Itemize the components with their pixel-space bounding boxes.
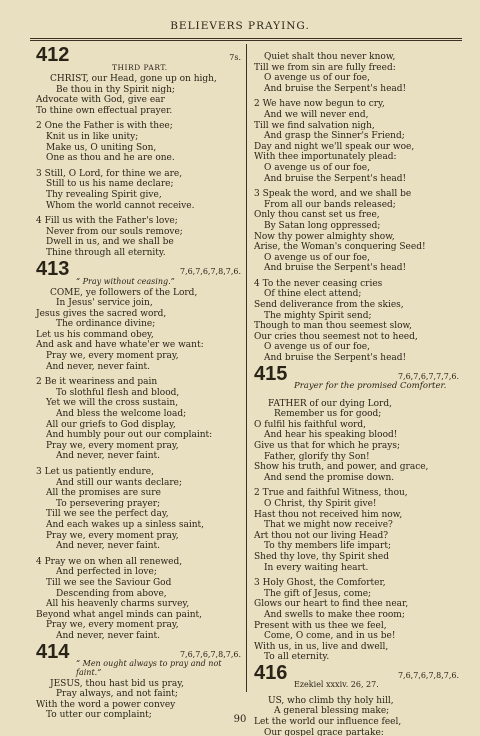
verse-line: All the promises are sure — [46, 488, 161, 499]
verse-line: Be thou in thy Spirit nigh; — [56, 84, 175, 95]
verse-line: And never, never faint. — [56, 541, 161, 552]
verse-line: Thy revealing Spirit give, — [46, 189, 162, 200]
verse — [254, 399, 459, 484]
verse-line: O avenge us of our foe, — [264, 342, 370, 353]
verse-line: And bruise the Serpent's head! — [264, 263, 407, 274]
verse-line: Now thy power almighty show, — [254, 231, 395, 242]
page-number: 90 — [233, 714, 247, 725]
verse-line: The mighty Spirit send; — [264, 310, 372, 321]
verse-line: Pray we, every moment pray, — [46, 530, 179, 541]
verse-line: Arise, the Woman's conquering Seed! — [254, 242, 426, 253]
verse — [254, 99, 459, 184]
verse-line: Shed thy love, thy Spirit shed — [254, 551, 390, 562]
header-rule-2 — [30, 40, 462, 41]
verse-line: Remember us for good; — [274, 409, 382, 420]
verse-line: The gift of Jesus, come; — [264, 588, 372, 599]
verse-line: And never, never faint. — [46, 361, 151, 372]
verse-line: Never from our souls remove; — [46, 226, 183, 237]
verse-line: Come, O come, and in us be! — [264, 631, 396, 642]
verse-line: Give us that for which he prays; — [254, 441, 401, 451]
verse-line: And humbly pour out our complaint: — [46, 430, 213, 441]
verse — [36, 377, 241, 462]
verse-line: All our griefs to God display, — [46, 419, 176, 430]
verse-line: Only thou canst set us free, — [254, 210, 380, 221]
hymn-meter: 7,6,7,6,7,8,7,6. — [397, 670, 459, 680]
verse-line: 3 Still, O Lord, for thine we are, — [36, 168, 183, 179]
hymn-number: 415 — [254, 362, 288, 385]
verse-line: Hast thou not received him now, — [254, 509, 403, 520]
verse-line: Beyond what angel minds can paint, — [36, 609, 202, 620]
verse-line: Our cries thou seemest not to heed, — [254, 331, 418, 342]
verse-line: COME, ye followers of the Lord, — [50, 287, 198, 298]
verse — [36, 169, 241, 211]
verse-line: 2 One the Father is with thee; — [36, 121, 173, 132]
verse-line: And each wakes up a sinless saint, — [46, 519, 205, 530]
verse — [36, 216, 241, 258]
verse — [36, 467, 241, 552]
verse-line: Present with us thee we feel, — [254, 620, 387, 631]
verse-line: Knit us in like unity; — [46, 131, 139, 142]
verse-line: All his heavenly charms survey, — [46, 599, 190, 610]
verse-line: One as thou and he are one. — [46, 153, 175, 164]
verse-line: O Christ, thy Spirit give! — [264, 498, 377, 509]
verse-line: Till we see the Saviour God — [46, 577, 172, 588]
hymn-number: 413 — [36, 257, 70, 280]
verse — [254, 488, 459, 573]
verse-line: O avenge us of our foe, — [264, 252, 370, 263]
verse-line: From all our bands released; — [264, 199, 396, 210]
verse-line: A general blessing make; — [274, 706, 390, 717]
verse-line: To slothful flesh and blood, — [56, 387, 180, 398]
verse-line: To thine own effectual prayer. — [36, 105, 173, 116]
verse-line: US, who climb thy holy hill, — [268, 695, 394, 706]
verse-line: And ask and have whate'er we want: — [36, 340, 204, 351]
verse-line: CHRIST, our Head, gone up on high, — [50, 74, 217, 84]
left-column — [36, 44, 241, 726]
header-rule — [30, 38, 462, 39]
verse-line: With us, in us, live and dwell, — [254, 641, 389, 652]
hymn-meter: 7s. — [229, 53, 241, 62]
verse-line: Jesus gives the sacred word, — [36, 308, 167, 319]
verse-line: Descending from above, — [56, 588, 167, 599]
column-divider — [246, 44, 247, 692]
verse-line: 4 Pray we on when all renewed, — [36, 556, 183, 567]
verse-line: Pray we, every moment pray, — [46, 620, 179, 631]
verse-line: Glows our heart to find thee near, — [254, 599, 409, 610]
hymn-415-header — [254, 362, 459, 395]
verse-line: Till we find salvation nigh, — [254, 120, 375, 131]
verse-line: Yet we will the cross sustain, — [46, 398, 179, 409]
hymn-part: THIRD PART. — [112, 63, 168, 72]
verse — [36, 121, 241, 163]
verse-line: Still to us his name declare; — [46, 179, 174, 190]
verse-line: And bruise the Serpent's head! — [264, 173, 407, 184]
verse-line: Show his truth, and power, and grace, — [254, 462, 429, 473]
verse-line: Send deliverance from the skies, — [254, 300, 404, 311]
verse — [36, 557, 241, 642]
verse-line: To persevering prayer; — [56, 498, 161, 509]
page-header: BELIEVERS PRAYING. — [170, 20, 310, 32]
verse-line: Dwell in us, and we shall be — [46, 237, 174, 248]
hymn-416-header — [254, 661, 459, 692]
verse-line: And we will never end, — [264, 109, 369, 120]
verse-line: 3 Holy Ghost, the Comforter, — [254, 578, 386, 589]
verse-line: Till we see the perfect day, — [46, 509, 169, 520]
verse-line: In every waiting heart. — [264, 562, 369, 573]
verse-line: O fulfil his faithful word, — [254, 419, 367, 430]
verse-line: Till we from sin are fully freed: — [254, 62, 396, 73]
verse-line: And bless the welcome load; — [56, 409, 187, 420]
verse-line: And hear his speaking blood! — [264, 430, 398, 441]
verse — [36, 74, 241, 116]
hymn-subtitle: Ezekiel xxxiv. 26, 27. — [294, 679, 379, 689]
verse-line: 4 Fill us with the Father's love; — [36, 216, 178, 227]
verse-line: Of thine elect attend; — [264, 289, 362, 300]
verse-line: Pray always, and not faint; — [56, 689, 178, 700]
verse-line: And swells to make thee room; — [264, 609, 405, 620]
verse-line: FATHER of our dying Lord, — [268, 398, 392, 409]
hymn-number: 414 — [36, 640, 70, 663]
verse-line: Father, glorify thy Son! — [264, 451, 370, 462]
verse-line: With the word a power convey — [36, 699, 176, 710]
verse — [254, 578, 459, 663]
verse — [254, 52, 459, 94]
verse-line: And grasp the Sinner's Friend; — [264, 131, 405, 142]
verse-line: To utter our complaint; — [46, 710, 152, 721]
hymn-412-header — [36, 44, 241, 74]
verse-line: Day and night we'll speak our woe, — [254, 141, 415, 152]
verse-line: Let us his command obey, — [36, 329, 154, 340]
verse-line: Whom the world cannot receive. — [46, 200, 195, 211]
verse-line: And never, never faint. — [56, 451, 161, 462]
verse-line: 2 True and faithful Witness, thou, — [254, 488, 408, 499]
hymn-meter: 7,6,7,6,7,8,7,6. — [179, 266, 241, 276]
verse-line: Let the world our influence feel, — [254, 717, 402, 728]
hymn-413-header — [36, 257, 241, 288]
verse — [254, 279, 459, 364]
verse-line: Quiet shalt thou never know, — [264, 52, 396, 62]
verse-line: To thy members life impart; — [264, 541, 391, 552]
verse-line: And send the promise down. — [264, 472, 395, 483]
verse-line: O avenge us of our foe, — [264, 73, 370, 84]
hymn-subtitle: Prayer for the promised Comforter. — [294, 380, 447, 391]
verse-line: 4 To the never ceasing cries — [254, 278, 383, 289]
hymn-meter: 7,6,7,6,7,8,7,6. — [179, 649, 241, 659]
verse-line: O avenge us of our foe, — [264, 162, 370, 173]
verse-line: 3 Let us patiently endure, — [36, 467, 154, 477]
verse-line: And still our wants declare; — [56, 477, 183, 488]
verse-line: Pray we, every moment pray, — [46, 351, 179, 362]
verse-line: And bruise the Serpent's head! — [264, 353, 407, 364]
hymn-number: 416 — [254, 661, 288, 684]
verse — [254, 189, 459, 274]
verse-line: Make us, O uniting Son, — [46, 142, 157, 153]
verse-line: By Satan long oppressed; — [264, 220, 381, 231]
hymn-subtitle: “ Men ought always to pray and not faint.” — [76, 658, 222, 677]
verse-line: That we might now receive? — [264, 520, 393, 531]
hymn-number: 412 — [36, 44, 70, 66]
verse-line: JESUS, thou hast bid us pray, — [50, 678, 184, 689]
verse — [36, 288, 241, 373]
verse-line: 2 Be it weariness and pain — [36, 377, 158, 388]
verse-line: 2 We have now begun to cry, — [254, 99, 385, 110]
verse-line: Our gospel grace partake: — [264, 727, 384, 736]
verse-line: Art thou not our living Head? — [254, 530, 389, 541]
hymn-414-header — [36, 640, 241, 677]
hymn-subtitle: “ Pray without ceasing.” — [76, 276, 175, 286]
verse-line: And perfected in love; — [56, 567, 157, 578]
verse-line: Though to man thou seemest slow, — [254, 321, 413, 332]
verse-line: With thee importunately plead: — [254, 152, 397, 163]
right-column — [254, 52, 459, 736]
verse-line: And bruise the Serpent's head! — [264, 83, 407, 94]
verse-line: Advocate with God, give ear — [36, 95, 165, 106]
verse-line: Thine through all eternity. — [46, 247, 166, 258]
verse-line: To all eternity. — [264, 652, 330, 663]
hymn-meter: 7,6,7,6,7,7,7,6. — [397, 371, 459, 381]
verse-line: 3 Speak the word, and we shall be — [254, 189, 412, 200]
verse-line: And never, never faint. — [56, 630, 161, 641]
verse-line: The ordinance divine; — [56, 319, 156, 330]
verse-line: Pray we, every moment pray, — [46, 440, 179, 451]
verse-line: In Jesus' service join, — [56, 298, 153, 309]
